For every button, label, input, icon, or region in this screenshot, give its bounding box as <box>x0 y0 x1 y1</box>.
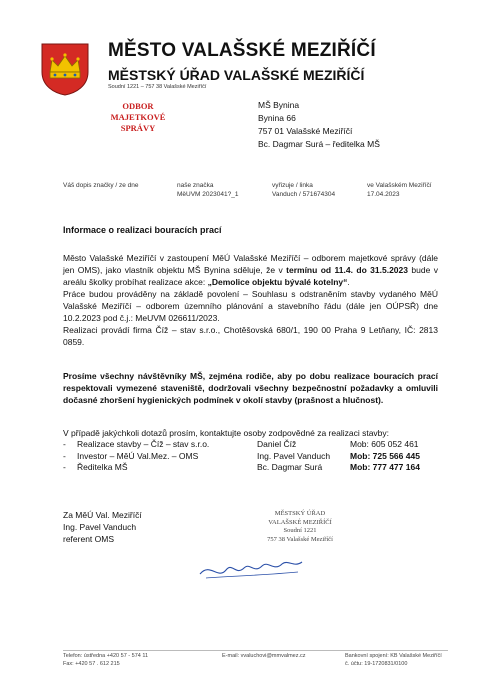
contact-role: Realizace stavby – Číž – stav s.r.o. <box>77 439 210 449</box>
ref-our-mark <box>177 181 238 199</box>
ref-label: Váš dopis značky / ze dne <box>63 182 139 189</box>
list-dash: - <box>63 462 66 472</box>
list-dash: - <box>63 450 66 461</box>
contact-row <box>63 462 448 474</box>
footer-line: E-mail: vvaluchovi@mmvalmez.cz <box>222 653 306 659</box>
footer-line: č. účtu: 19-1720831/0100 <box>345 661 408 667</box>
ref-label: vyřizuje / linka <box>272 182 313 189</box>
body-project-name: „Demolice objektu bývalé kotelny“ <box>207 277 348 287</box>
recipient-line: MŠ Bynina <box>258 100 300 110</box>
contact-role: Ředitelka MŠ <box>77 462 128 472</box>
ref-handled-by <box>272 181 335 199</box>
body-text: . <box>347 277 350 287</box>
stamp-line: MAJETKOVÉ <box>110 112 166 122</box>
body-paragraph: Práce budou prováděny na základě povolení – Souhlasu s odstraněním stavby vydaného MěÚ Valašské Meziříčí – odborem územního plánování a stavebního řádu (dále jen OÚPSŘ) dne 10.2.2023 pod č.j.: MeUVM 026611/2023. <box>63 289 438 323</box>
recipient-address <box>258 99 380 151</box>
contacts-list <box>63 439 448 474</box>
body-text: bude v areálu školky probíhat realizace akce: <box>63 265 438 287</box>
stamp-line: VALAŠSKÉ MEZIŘÍČÍ <box>268 518 332 526</box>
office-address: Soudní 1221 – 757 38 Valašské Meziříčí <box>108 84 207 90</box>
footer-phone <box>63 652 148 668</box>
stamp-line: ODBOR <box>122 101 154 111</box>
city-crest-icon <box>40 42 90 96</box>
ref-label: ve Valašském Meziříčí <box>367 182 432 189</box>
body-paragraph <box>63 252 438 288</box>
footer-line: Telefon: ústředna +420 57 - 574 11 <box>63 653 149 659</box>
contact-row <box>63 451 448 463</box>
recipient-line: Bynina 66 <box>258 113 296 123</box>
ref-value: 17.04.2023 <box>367 191 400 198</box>
contact-role: Investor – MěÚ Val.Mez. – OMS <box>77 450 199 461</box>
footer-line: Fax: +420 57 . 612 215 <box>63 661 120 667</box>
stamp-line: SPRÁVY <box>120 123 156 133</box>
footer-divider <box>63 650 448 651</box>
city-name: MĚSTO VALAŠSKÉ MEZIŘÍČÍ <box>108 40 376 61</box>
contact-name: Ing. Pavel Vanduch <box>257 450 331 461</box>
ref-label: naše značka <box>177 182 214 189</box>
stamp-line: MĚSTSKÝ ÚŘAD <box>274 510 326 517</box>
contacts-intro: V případě jakýchkoli dotazů prosím, kontaktujte osoby zodpovědné za realizaci stavby: <box>63 428 390 438</box>
signature-line: referent OMS <box>63 534 115 544</box>
footer-email <box>222 652 306 660</box>
footer-line: Bankovní spojení: KB Valašské Meziříčí <box>345 653 442 659</box>
ref-date <box>367 181 432 199</box>
signature-line: Ing. Pavel Vanduch <box>63 522 137 532</box>
handwritten-signature-icon <box>196 552 308 586</box>
contact-mobile: Mob: 605 052 461 <box>350 439 419 449</box>
footer-bank <box>345 652 442 668</box>
letter-subject: Informace o realizaci bouracích prací <box>63 225 222 235</box>
recipient-line: 757 01 Valašské Meziříčí <box>258 126 353 136</box>
department-stamp <box>106 101 170 134</box>
contact-name: Bc. Dagmar Surá <box>257 462 323 472</box>
ref-your-letter <box>63 181 139 190</box>
stamp-line: Soudní 1221 <box>283 527 317 534</box>
contact-name: Daniel Číž <box>257 439 297 449</box>
contact-row <box>63 439 448 451</box>
body-date-range: termínu od 11.4. do 31.5.2023 <box>286 265 408 275</box>
signature-line: Za MěÚ Val. Meziříčí <box>63 510 142 520</box>
recipient-line: Bc. Dagmar Surá – ředitelka MŠ <box>258 139 380 149</box>
contact-mobile: Mob: 725 566 445 <box>350 450 420 461</box>
warning-paragraph: Prosíme všechny návštěvníky MŠ, zejména rodiče, aby po dobu realizace bouracích prací respektovali vymezené staveniště, dodržovali všechny bezpečnostní požadavky a omluvili dočasné zhoršení hygienických podmínek v okolí stavby (prašnost a hlučnost). <box>63 371 438 405</box>
contact-mobile: Mob: 777 477 164 <box>350 462 420 472</box>
list-dash: - <box>63 439 66 449</box>
stamp-line: 757 38 Valašské Meziříčí <box>267 535 333 543</box>
body-text: Město Valašské Meziříčí v zastoupení MěÚ Valašské Meziříčí – odborem majetkové správy (dále jen OMS), jako vlastník objektu MŠ Bynina sděluje, že v <box>63 253 438 275</box>
body-paragraph: Realizaci provádí firma Číž – stav s.r.o., Chotěšovská 680/1, 190 00 Praha 9 Letňany, IČ: 2813 0859. <box>63 325 438 347</box>
signature-block <box>63 509 142 545</box>
ref-value: Vanduch / 571674304 <box>272 191 336 198</box>
ref-value: MěUVM 2023041?_1 <box>177 191 239 198</box>
office-name: MĚSTSKÝ ÚŘAD VALAŠSKÉ MEZIŘÍČÍ <box>108 67 365 83</box>
letter-body <box>63 252 438 348</box>
official-stamp <box>250 510 350 544</box>
